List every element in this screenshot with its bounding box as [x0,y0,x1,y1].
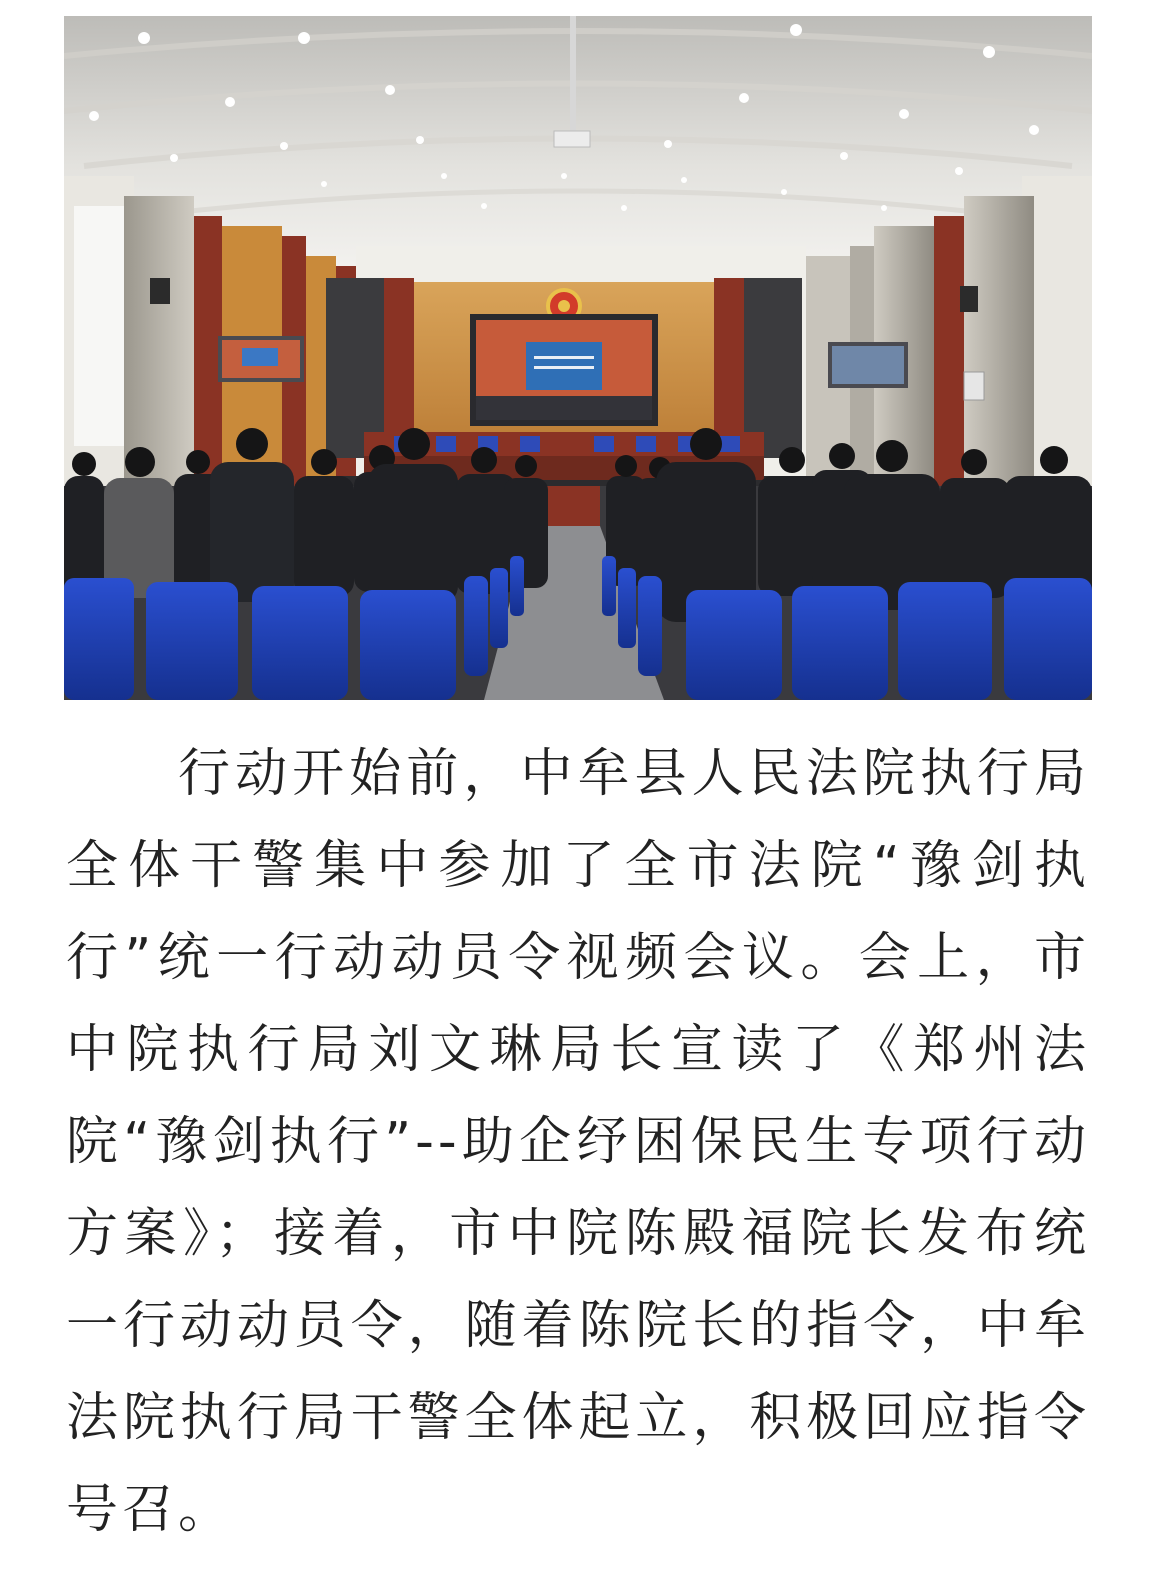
article-paragraph: 行动开始前，中牟县人民法院执行局全体干警集中参加了全市法院“豫剑执行”统一行动动员令视频会议。会上，市中院执行局刘文琳局长宣读了《郑州法院“豫剑执行”--助企纾困保民生专项行动方案》；接着，市中院陈殿福院长发布统一行动动员令，随着陈院长的指令，中牟法院执行局干警全体起立，积极回应指令号召。 [66,744,1090,1540]
article-body [66,728,1090,1556]
courtroom-photo [64,16,1092,700]
